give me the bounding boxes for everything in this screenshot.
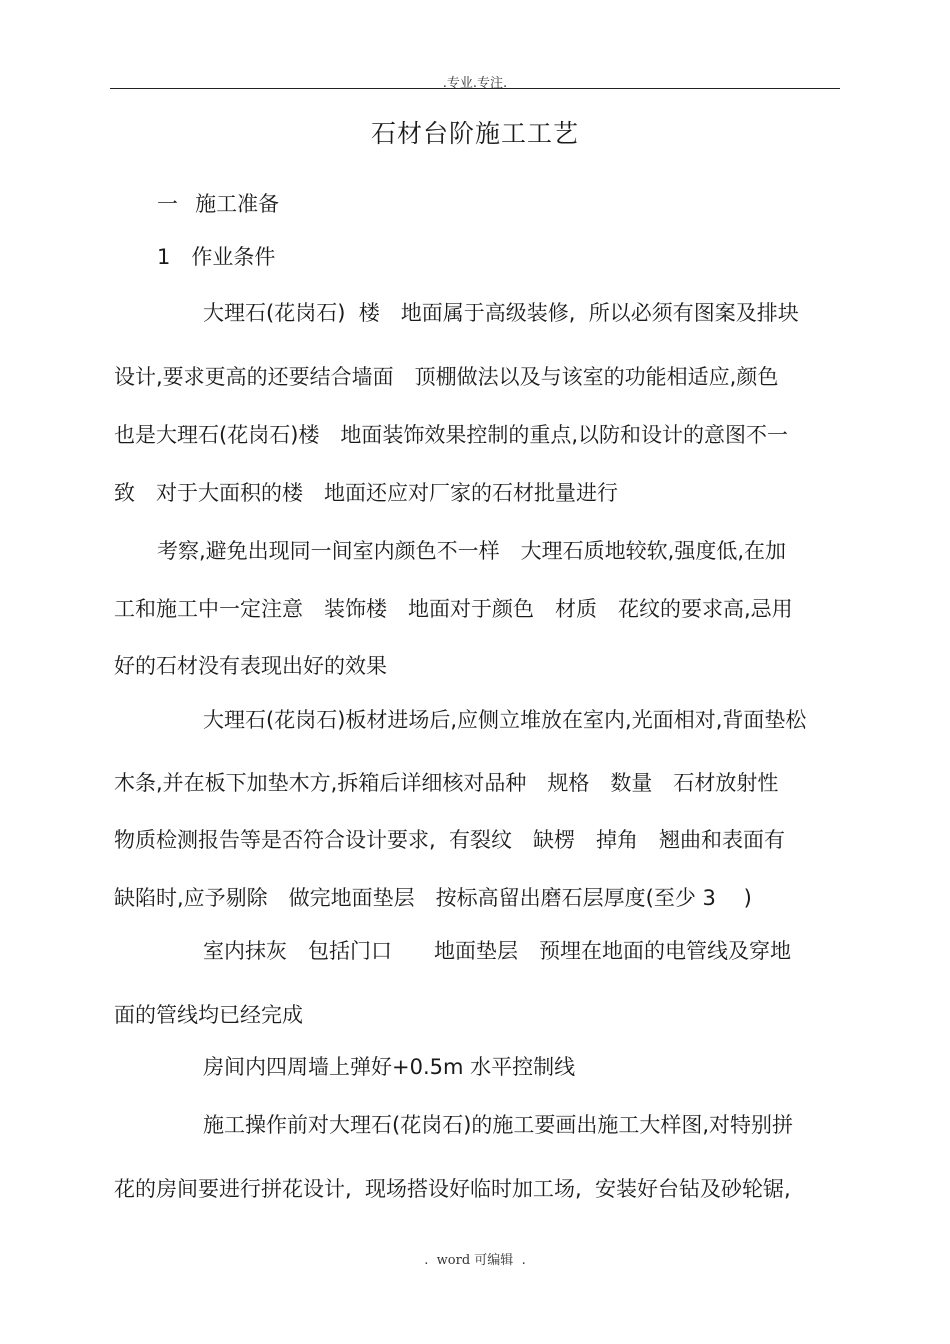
document-title: 石材台阶施工工艺: [370, 119, 579, 148]
paragraph-line: 考察,避免出现同一间室内颜色不一样 大理石质地较软,强度低,在加: [157, 539, 787, 563]
paragraph-line: 物质检测报告等是否符合设计要求, 有裂纹 缺楞 掉角 翘曲和表面有: [114, 828, 786, 852]
paragraph-line: 工和施工中一定注意 装饰楼 地面对于颜色 材质 花纹的要求高,忌用: [114, 597, 793, 621]
header-divider: [110, 88, 840, 89]
section-heading: 一 施工准备: [157, 192, 280, 216]
paragraph-line: 致 对于大面积的楼 地面还应对厂家的石材批量进行: [114, 481, 618, 505]
paragraph-line: 好的石材没有表现出好的效果: [114, 654, 387, 678]
paragraph-line: 房间内四周墙上弹好+0.5m 水平控制线: [203, 1055, 576, 1079]
paragraph-line: 大理石(花岗石)板材进场后,应侧立堆放在室内,光面相对,背面垫松: [203, 708, 807, 732]
paragraph-line: 花的房间要进行拼花设计, 现场搭设好临时加工场, 安装好台钻及砂轮锯,: [114, 1177, 791, 1201]
paragraph-line: 缺陷时,应予剔除 做完地面垫层 按标高留出磨石层厚度(至少 3 ): [114, 886, 752, 910]
paragraph-line: 施工操作前对大理石(花岗石)的施工要画出施工大样图,对特别拼: [203, 1113, 794, 1137]
paragraph-line: 木条,并在板下加垫木方,拆箱后详细核对品种 规格 数量 石材放射性: [114, 771, 779, 795]
page-footer: . word 可编辑 .: [424, 1253, 526, 1268]
subsection-heading: 1 作业条件: [157, 245, 276, 269]
paragraph-line: 也是大理石(花岗石)楼 地面装饰效果控制的重点,以防和设计的意图不一: [114, 423, 789, 447]
paragraph-line: 室内抹灰 包括门口 地面垫层 预埋在地面的电管线及穿地: [203, 939, 791, 963]
paragraph-line: 设计,要求更高的还要结合墙面 顶棚做法以及与该室的功能相适应,颜色: [114, 365, 779, 389]
paragraph-line: 面的管线均已经完成: [114, 1003, 303, 1027]
page-header: .专业.专注.: [442, 76, 508, 91]
paragraph-line: 大理石(花岗石) 楼 地面属于高级装修, 所以必须有图案及排块: [203, 301, 799, 325]
